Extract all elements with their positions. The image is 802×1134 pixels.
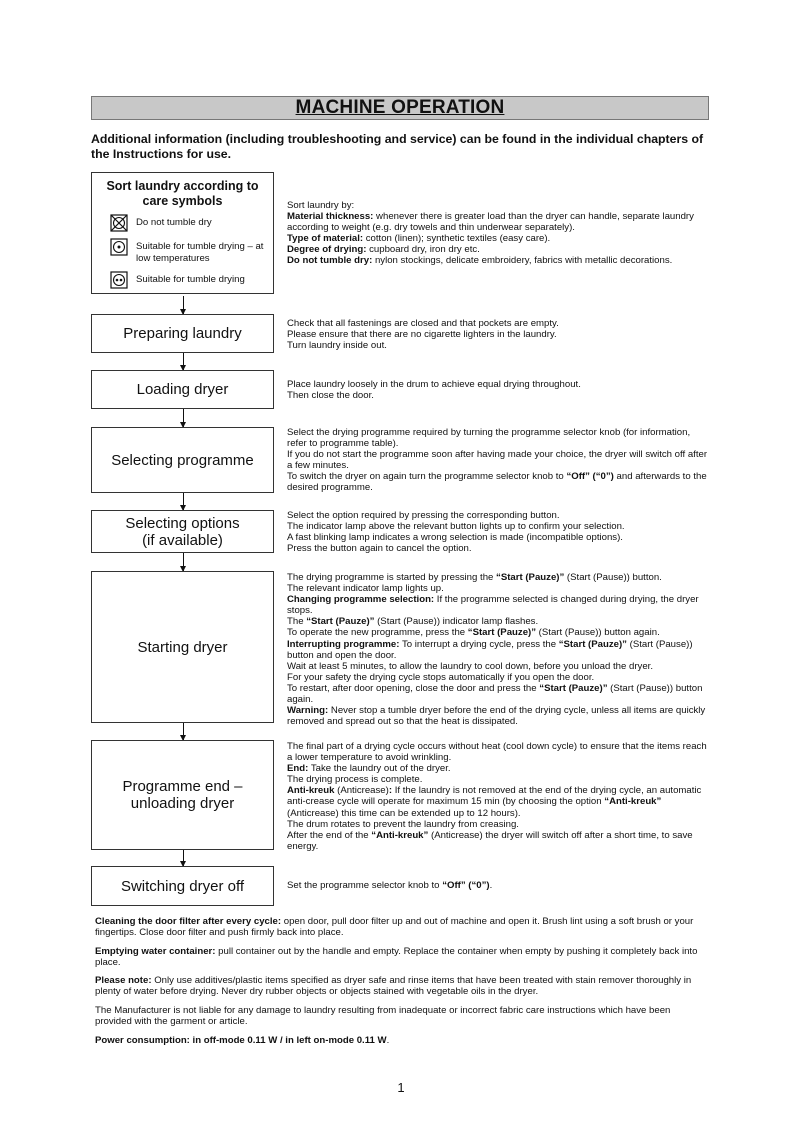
flow-arrow (183, 296, 184, 314)
note-door-filter: Cleaning the door filter after every cycle: open door, pull door filter up and out of machine and open it. Brush lint using a soft brush or your fingertips. Close door filter and push firmly back into place. (95, 916, 694, 939)
step-loading-dryer: Loading dryer (91, 370, 274, 409)
sort-laundry-title: Sort laundry according to care symbols (106, 179, 259, 208)
selecting-programme-description: Select the drying programme required by turning the programme selector knob (for information, refer to programme table). If you do not start the programme soon after having made your choice, the dryer will switch off after a few minutes. To switch the dryer on again turn the programme selector knob to “Off” (“0”) and afterwards to the desired programme. (287, 427, 708, 494)
step-selecting-programme: Selecting programme (91, 427, 274, 493)
starting-dryer-description: The drying programme is started by pressing the “Start (Pauze)” (Start (Pause)) button. The relevant indicator lamp lights up. Changing programme selection: If the programme selected is changed during drying, the dryer stops. The “Start (Pauze)” (Start (Pause)) indicator lamp flashes. To operate the new programme, press the “Start (Pauze)” (Start (Pause)) button again. Interrupting programme: To interrupt a drying cycle, press the “Start (Pauze)” (Start (Pause)) button and open the door. Wait at least 5 minutes, to allow the laundry to cool down, before you unload the dryer. For your safety the drying cycle stops automatically if you open the door. To restart, after door opening, close the door and press the “Start (Pauze)” (Start (Pause)) button again. Warning: Never stop a tumble dryer before the end of the drying cycle, unless all items are quickly removed and spread out so that the heat is dissipated. (287, 572, 706, 728)
step-selecting-options: Selecting options (if available) (91, 510, 274, 553)
flow-arrow (183, 723, 184, 740)
care-symbol-label: Do not tumble dry (136, 217, 212, 228)
step-switching-dryer-off: Switching dryer off (91, 866, 274, 906)
care-symbol-row (100, 238, 265, 265)
step-starting-dryer: Starting dryer (91, 571, 274, 723)
note-power-consumption: Power consumption: in off-mode 0.11 W / in left on-mode 0.11 W. (95, 1034, 390, 1046)
intro-text: Additional information (including troubleshooting and service) can be found in the individual chapters of the Instructions for use. (91, 132, 704, 161)
note-please-note: Please note: Only use additives/plastic items specified as dryer safe and rinse items that have been treated with stain remover thoroughly in plenty of water before drying. Never dry rubber objects or objects stained with vegetable oils in the dryer. (95, 975, 692, 998)
programme-end-description: The final part of a drying cycle occurs without heat (cool down cycle) to ensure that the items reach a lower temperature to avoid wrinkling. End: Take the laundry out of the dryer. The drying process is complete. Anti-kreuk (Anticrease): If the laundry is not removed at the end of the drying cycle, an automatic anti-crease cycle will operate for maximum 15 min (by choosing the option “Anti-kreuk” (Anticrease) this time can be extended up to 12 hours). The drum rotates to prevent the laundry from creasing. After the end of the “Anti-kreuk” (Anticrease) the dryer will switch off after a short time, to save energy. (287, 741, 707, 852)
flow-arrow (183, 493, 184, 510)
sort-laundry-box (91, 172, 274, 294)
tumble-dry-low-icon (110, 238, 128, 256)
care-symbol-label: Suitable for tumble drying – at low temperatures (136, 241, 264, 264)
preparing-laundry-description: Check that all fastenings are closed and that pockets are empty. Please ensure that there are no cigarette lighters in the laundry. Turn laundry inside out. (287, 318, 559, 352)
note-water-container: Emptying water container: pull container out by the handle and empty. Replace the container when empty by pushing it completely back into place. (95, 945, 698, 968)
footer-notes (95, 916, 709, 1053)
tumble-dry-normal-icon (110, 271, 128, 289)
sort-laundry-description: Sort laundry by: Material thickness: whenever there is greater load than the dryer can handle, separate laundry according to weight (e.g. dry towels and thin underwear separately). Type of material: cotton (linen); synthetic textiles (easy care). Degree of drying: cupboard dry, iron dry etc. Do not tumble dry: nylon stockings, delicate embroidery, fabrics with metallic decorations. (287, 200, 694, 267)
step-programme-end: Programme end – unloading dryer (91, 740, 274, 850)
step-preparing-laundry: Preparing laundry (91, 314, 274, 353)
flow-arrow (183, 353, 184, 370)
care-symbol-row (100, 214, 265, 232)
do-not-tumble-dry-icon (110, 214, 128, 232)
page-title-bar (91, 96, 709, 120)
switching-off-description: Set the programme selector knob to “Off” (“0”). (287, 880, 493, 891)
selecting-options-description: Select the option required by pressing the corresponding button. The indicator lamp above the relevant button lights up to confirm your selection. A fast blinking lamp indicates a wrong selection is made (incompatible options). Press the button again to cancel the option. (287, 510, 625, 555)
care-symbol-row (100, 271, 265, 289)
care-symbol-label: Suitable for tumble drying (136, 274, 245, 285)
flow-arrow (183, 850, 184, 866)
flow-arrow (183, 409, 184, 427)
note-manufacturer: The Manufacturer is not liable for any damage to laundry resulting from inadequate or incorrect fabric care instructions which have been provided with the garment or article. (95, 1005, 671, 1028)
flow-arrow (183, 553, 184, 571)
page-number: 1 (397, 1080, 405, 1095)
loading-dryer-description: Place laundry loosely in the drum to achieve equal drying throughout. Then close the door. (287, 379, 581, 402)
page-title: MACHINE OPERATION (295, 97, 505, 118)
